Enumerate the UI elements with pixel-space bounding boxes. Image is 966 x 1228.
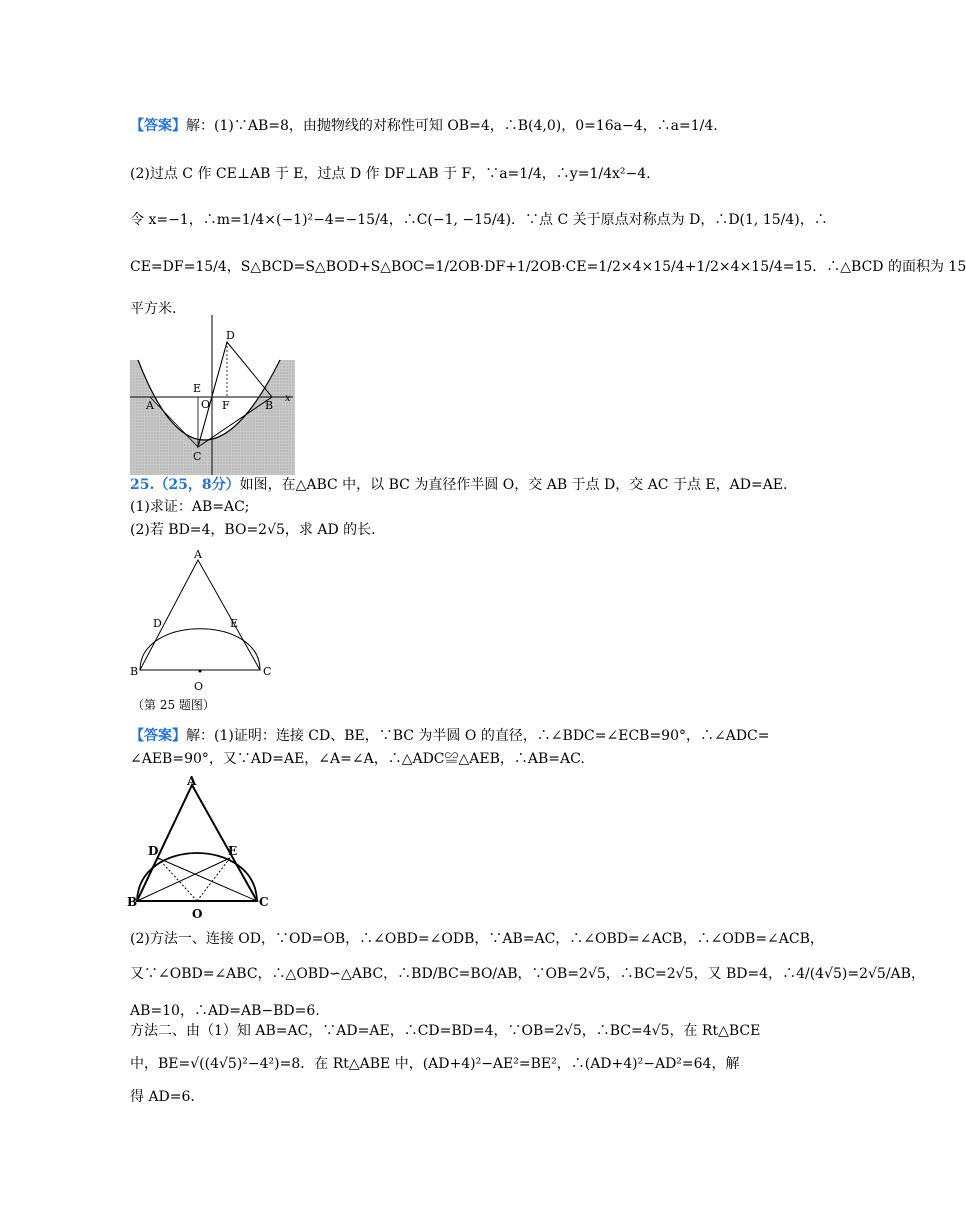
answer2-line-1: 【答案】解：(1)证明：连接 CD、BE，∵BC 为半圆 O 的直径，∴∠BDC=∠ECB=90°，∴∠ADC= xyxy=(130,728,770,744)
figure1-label-o: O xyxy=(201,398,211,411)
figure2-label-b: B xyxy=(130,665,139,678)
figure1-label-b: B xyxy=(265,399,274,412)
figure1-label-x: x xyxy=(285,393,291,404)
figure3-label-a: A xyxy=(187,774,197,788)
answer1-line-4: CE=DF=15/4，S△BCD=S△BOD+S△BOC=1/2OB·DF+1/2OB·CE=1/2×4×15/4+1/2×4×15/4=15．∴△BCD 的面积为 15 xyxy=(130,259,966,275)
problem25-line-1: 25.（25，8分）如图，在△ABC 中，以 BC 为直径作半圆 O，交 AB 于点 D，交 AC 于点 E，AD=AE. xyxy=(130,477,788,493)
figure3-label-d: D xyxy=(148,844,159,858)
figure2-caption: （第 25 题图） xyxy=(132,698,215,712)
figure3-label-o: O xyxy=(192,907,203,921)
answer2-line-2: ∠AEB=90°，又∵AD=AE，∠A=∠A，∴△ADC≌△AEB，∴AB=AC. xyxy=(130,751,585,767)
figure1-label-d: D xyxy=(226,329,235,342)
answer-tag: 【答案】 xyxy=(130,728,186,744)
figure1-label-e: E xyxy=(193,382,202,395)
answer1-line-1: 【答案】解：(1)∵AB=8，由抛物线的对称性可知 OB=4，∴B(4,0)，0=16a−4，∴a=1/4. xyxy=(130,118,718,134)
answer3-line-4: 方法二、由（1）知 AB=AC，∵AD=AE，∴CD=BD=4，∵OB=2√5，∴BC=4√5，在 Rt△BCE xyxy=(130,1023,761,1039)
answer1-line-2: (2)过点 C 作 CE⊥AB 于 E，过点 D 作 DF⊥AB 于 F，∵a=1/4，∴y=1/4x²−4. xyxy=(130,166,651,182)
answer3-line-2: 又∵∠OBD=∠ABC，∴△OBD∽△ABC，∴BD/BC=BO/AB，∵OB=2√5，∴BC=2√5，又 BD=4，∴4/(4√5)=2√5/AB， xyxy=(130,966,925,982)
answer3-line-6: 得 AD=6. xyxy=(130,1089,195,1105)
figure2-label-a: A xyxy=(194,548,202,561)
figure1-label-f: F xyxy=(222,399,230,412)
proof-figure xyxy=(125,775,270,925)
answer3-line-1: (2)方法一、连接 OD，∵OD=OB，∴∠OBD=∠ODB，∵AB=AC，∴∠OBD=∠ACB，∴∠ODB=∠ACB， xyxy=(130,931,824,947)
problem25-line-2: (1)求证：AB=AC; xyxy=(130,499,250,515)
answer-tag: 【答案】 xyxy=(130,118,186,134)
answer3-line-3: AB=10，∴AD=AB−BD=6. xyxy=(130,1003,320,1019)
figure2-label-e: E xyxy=(230,617,239,630)
figure3-label-e: E xyxy=(228,844,238,858)
figure1-label-a: A xyxy=(146,399,154,412)
figure2-label-c: C xyxy=(263,665,272,678)
answer1-line-5: 平方米. xyxy=(130,301,177,317)
figure2-label-o: O xyxy=(194,680,204,693)
figure2-label-d: D xyxy=(153,617,162,630)
problem25-line-3: (2)若 BD=4，BO=2√5，求 AD 的长. xyxy=(130,522,376,538)
parabola-figure xyxy=(130,315,295,475)
figure3-label-c: C xyxy=(259,895,269,909)
problem-number: 25.（25，8分） xyxy=(130,477,240,493)
figure1-label-c: C xyxy=(193,450,202,463)
triangle-semicircle-figure xyxy=(130,545,275,695)
figure3-label-b: B xyxy=(127,895,138,909)
answer3-line-5: 中，BE=√((4√5)²−4²)=8．在 Rt△ABE 中，(AD+4)²−AE²=BE²，∴(AD+4)²−AD²=64，解 xyxy=(130,1056,740,1072)
answer1-line-3: 令 x=−1，∴m=1/4×(−1)²−4=−15/4，∴C(−1, −15/4)．∵点 C 关于原点对称点为 D，∴D(1, 15/4)，∴ xyxy=(130,212,828,228)
